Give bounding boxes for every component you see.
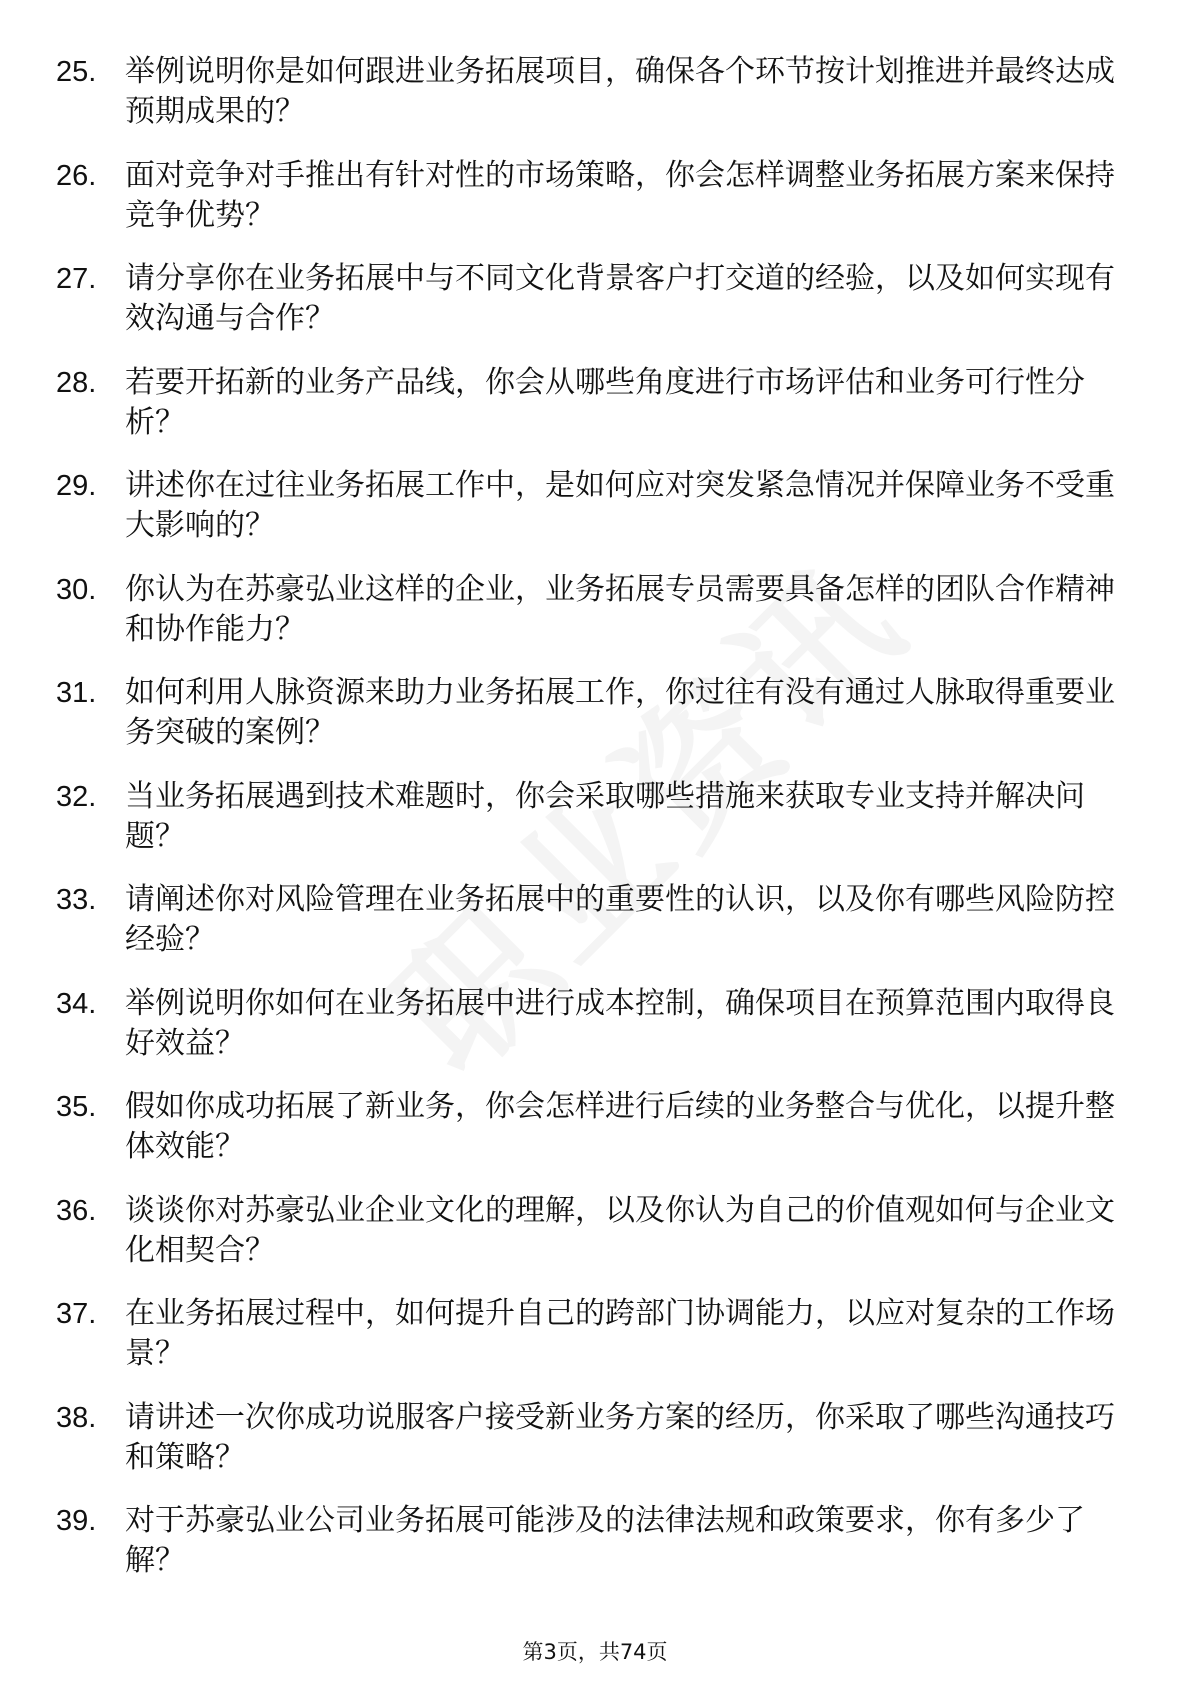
question-text: 请分享你在业务拓展中与不同文化背景客户打交道的经验，以及如何实现有效沟通与合作？ — [125, 261, 1115, 336]
question-item — [0, 156, 1190, 260]
question-text: 面对竞争对手推出有针对性的市场策略，你会怎样调整业务拓展方案来保持竞争优势？ — [125, 157, 1115, 233]
question-item — [0, 1087, 1190, 1191]
question-text: 举例说明你是如何跟进业务拓展项目，确保各个环节按计划推进并最终达成预期成果的？ — [125, 54, 1115, 129]
question-text: 请讲述一次你成功说服客户接受新业务方案的经历，你采取了哪些沟通技巧和策略？ — [125, 1399, 1115, 1475]
question-text: 当业务拓展遇到技术难题时，你会采取哪些措施来获取专业支持并解决问题？ — [125, 778, 1085, 854]
question-item — [0, 363, 1190, 467]
question-item — [0, 1191, 1190, 1295]
page-footer: 第3页，共74页 — [522, 1640, 668, 1664]
question-item — [0, 984, 1190, 1088]
question-text: 请阐述你对风险管理在业务拓展中的重要性的认识，以及你有哪些风险防控经验？ — [125, 882, 1115, 957]
question-item — [0, 52, 1190, 156]
question-number: 31. — [56, 677, 97, 709]
question-text: 如何利用人脉资源来助力业务拓展工作，你过往有没有通过人脉取得重要业务突破的案例？ — [125, 675, 1115, 750]
question-item — [0, 1398, 1190, 1502]
question-item — [0, 570, 1190, 674]
question-item — [0, 466, 1190, 570]
question-text: 若要开拓新的业务产品线，你会从哪些角度进行市场评估和业务可行性分析？ — [125, 364, 1085, 440]
question-number: 37. — [56, 1298, 97, 1330]
question-item — [0, 777, 1190, 881]
question-number: 34. — [56, 987, 97, 1020]
question-number: 32. — [56, 780, 97, 813]
question-text: 你认为在苏豪弘业这样的企业，业务拓展专员需要具备怎样的团队合作精神和协作能力？ — [125, 571, 1115, 647]
question-number: 30. — [56, 573, 97, 606]
question-item — [0, 673, 1190, 777]
question-item — [0, 1294, 1190, 1398]
question-text: 在业务拓展过程中，如何提升自己的跨部门协调能力，以应对复杂的工作场景？ — [125, 1296, 1115, 1371]
question-number: 33. — [56, 884, 97, 916]
question-number: 39. — [56, 1505, 97, 1537]
question-number: 27. — [56, 263, 97, 295]
question-text: 讲述你在过往业务拓展工作中，是如何应对突发紧急情况并保障业务不受重大影响的？ — [125, 468, 1115, 543]
question-text: 举例说明你如何在业务拓展中进行成本控制，确保项目在预算范围内取得良好效益？ — [125, 985, 1115, 1061]
question-number: 36. — [56, 1194, 97, 1227]
question-number: 29. — [56, 470, 97, 502]
question-number: 25. — [56, 56, 97, 88]
question-number: 28. — [56, 366, 97, 399]
question-text: 假如你成功拓展了新业务，你会怎样进行后续的业务整合与优化，以提升整体效能？ — [125, 1089, 1115, 1164]
question-text: 对于苏豪弘业公司业务拓展可能涉及的法律法规和政策要求，你有多少了解？ — [125, 1503, 1085, 1578]
question-number: 26. — [56, 159, 97, 192]
question-text: 谈谈你对苏豪弘业企业文化的理解，以及你认为自己的价值观如何与企业文化相契合？ — [125, 1192, 1115, 1268]
question-number: 38. — [56, 1401, 97, 1434]
question-item — [0, 880, 1190, 984]
question-number: 35. — [56, 1091, 97, 1123]
question-item — [0, 259, 1190, 363]
question-list — [0, 52, 1190, 1605]
question-item — [0, 1501, 1190, 1605]
